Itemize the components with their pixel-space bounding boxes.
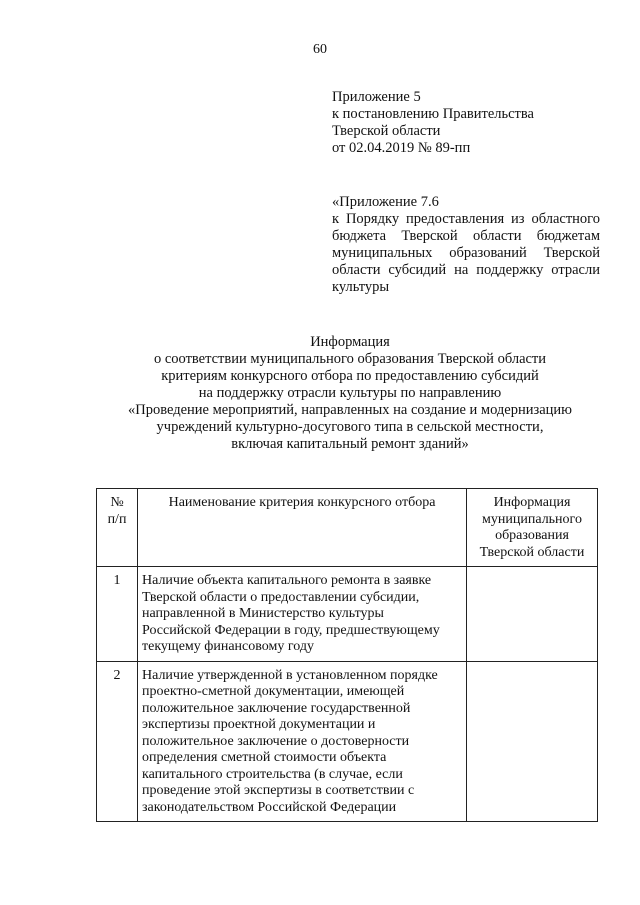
header-info-line: Информация — [493, 495, 571, 510]
appendix-reference — [332, 89, 592, 157]
header-municipal-info — [467, 489, 598, 567]
header-number — [97, 489, 138, 567]
heading-line: учреждений культурно-досугового типа в сельской местности, — [156, 419, 544, 435]
criterion-line: направленной в Министерство культуры — [142, 606, 384, 621]
criterion-text — [138, 567, 467, 662]
table-header-row — [97, 489, 598, 567]
criteria-table — [96, 488, 598, 822]
header-info-line: образования — [495, 528, 569, 543]
criterion-line: экспертизы проектной документации и — [142, 717, 376, 732]
criterion-line: положительное заключение государственной — [142, 700, 411, 716]
order-appendix-line: «Приложение 7.6 — [332, 194, 439, 210]
order-appendix-line: культуры — [332, 279, 390, 295]
order-appendix-line: области субсидий на поддержку отрасли — [332, 262, 600, 278]
criterion-line: законодательством Российской Федерации — [142, 799, 397, 815]
criterion-line: проектно-сметной документации, имеющей — [142, 684, 405, 699]
criterion-line: определения сметной стоимости объекта — [142, 750, 387, 765]
header-criterion-name: Наименование критерия конкурсного отбора — [138, 489, 467, 567]
municipal-info-cell — [467, 661, 598, 822]
criterion-line: капитального строительства (в случае, если — [142, 766, 403, 782]
appendix-line: к постановлению Правительства — [332, 106, 534, 122]
document-heading — [60, 334, 640, 453]
appendix-line: Приложение 5 — [332, 89, 421, 105]
criterion-line: Наличие объекта капитального ремонта в заявке — [142, 573, 432, 588]
table-row — [97, 661, 598, 822]
table-row — [97, 567, 598, 662]
criterion-line: Российской Федерации в году, предшествующему — [142, 622, 440, 638]
appendix-line: от 02.04.2019 № 89-пп — [332, 140, 471, 156]
order-appendix-reference — [332, 194, 600, 296]
header-info-line: муниципального — [482, 511, 582, 527]
order-appendix-line: муниципальных образований Тверской — [332, 245, 600, 261]
heading-line: «Проведение мероприятий, направленных на создание и модернизацию — [127, 402, 573, 418]
heading-line: о соответствии муниципального образования Тверской области — [153, 351, 547, 367]
criterion-line: положительное заключение о достоверности — [142, 733, 410, 749]
heading-line: включая капитальный ремонт зданий» — [231, 436, 469, 452]
order-appendix-line: бюджета Тверской области бюджетам — [332, 228, 600, 244]
row-number: 1 — [97, 567, 138, 662]
appendix-line: Тверской области — [332, 123, 441, 139]
row-number: 2 — [97, 661, 138, 822]
criterion-line: проведение этой экспертизы в соответствии с — [142, 783, 415, 798]
criterion-line: Тверской области о предоставлении субсидии, — [142, 589, 420, 605]
page-number: 60 — [313, 42, 327, 57]
order-appendix-line: к Порядку предоставления из областного — [332, 211, 600, 227]
header-number-line: № — [110, 495, 124, 510]
criterion-text — [138, 661, 467, 822]
heading-line: на поддержку отрасли культуры по направлению — [198, 385, 502, 401]
header-info-line: Тверской области — [479, 544, 585, 560]
criterion-line: текущему финансовому году — [142, 639, 314, 654]
heading-line: Информация — [310, 334, 390, 350]
criterion-line: Наличие утвержденной в установленном порядке — [142, 667, 438, 683]
municipal-info-cell — [467, 567, 598, 662]
header-number-line: п/п — [107, 511, 127, 527]
heading-line: критериям конкурсного отбора по предоставлению субсидий — [161, 368, 539, 384]
